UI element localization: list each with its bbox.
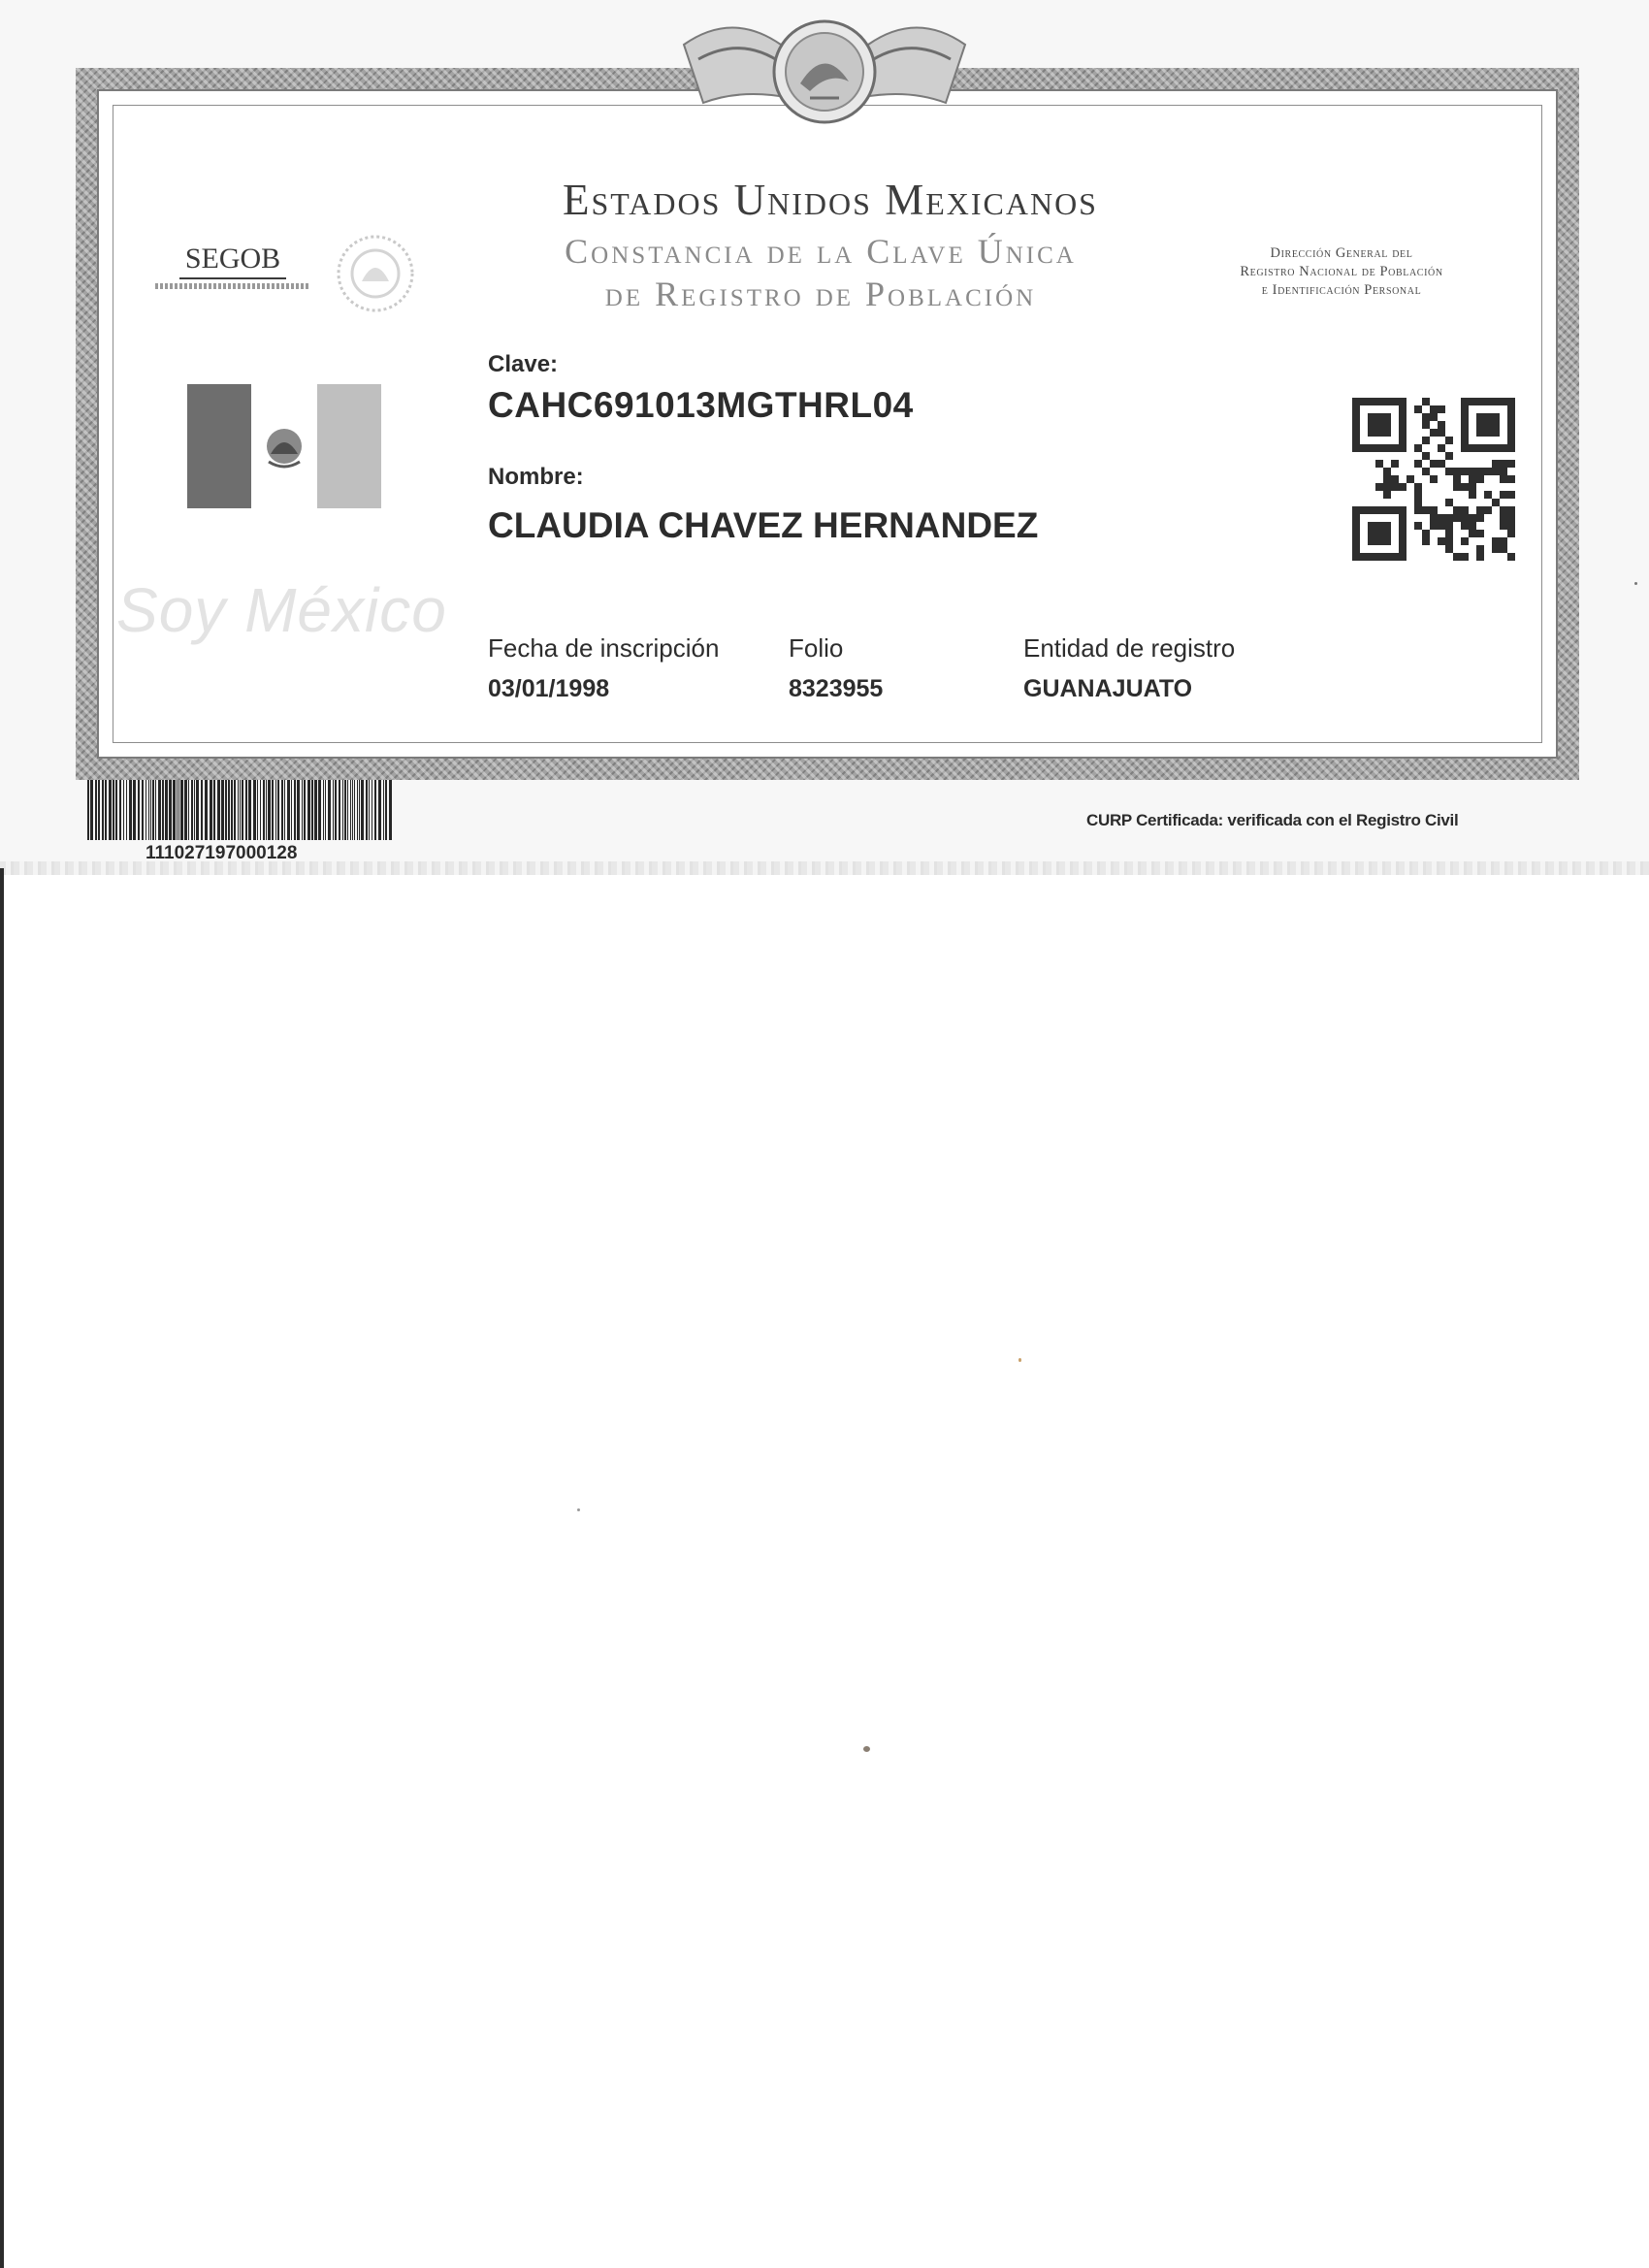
folio-label: Folio (789, 633, 844, 663)
clave-value: CAHC691013MGTHRL04 (488, 385, 914, 425)
paper-speck (1018, 1358, 1021, 1362)
issuing-office (1181, 244, 1502, 300)
country-title: Estados Unidos Mexicanos (563, 176, 1098, 224)
fecha-inscripcion-label: Fecha de inscripción (488, 633, 720, 663)
entidad-registro-value: GUANAJUATO (1023, 675, 1193, 702)
segob-logo-text: SEGOB (179, 243, 286, 279)
segob-subtitle-mark (155, 283, 310, 289)
barcode-icon (87, 780, 393, 840)
certificate-title-line-1: Constancia de la Clave Única (565, 232, 1077, 271)
qr-code-icon (1352, 398, 1515, 561)
paper-speck (1634, 582, 1637, 585)
federal-seal-icon (335, 233, 416, 314)
paper-speck (577, 1508, 580, 1511)
folio-value: 8323955 (789, 675, 884, 702)
entidad-registro-label: Entidad de registro (1023, 633, 1236, 663)
issuing-office-line: Dirección General del (1270, 245, 1413, 261)
nombre-label: Nombre: (488, 464, 584, 490)
segob-logo (155, 243, 310, 289)
certificate-title-line-2: de Registro de Población (604, 275, 1037, 313)
paper-speck (863, 1746, 870, 1752)
blank-paper-area (4, 875, 1649, 2268)
barcode-number: 111027197000128 (146, 843, 298, 863)
fecha-inscripcion-value: 03/01/1998 (488, 675, 610, 702)
issuing-office-line: e Identificación Personal (1261, 282, 1422, 298)
nombre-value: CLAUDIA CHAVEZ HERNANDEZ (488, 505, 1039, 545)
issuing-office-line: Registro Nacional de Población (1240, 264, 1443, 279)
national-crest-icon (674, 6, 975, 132)
curp-certified-note: CURP Certificada: verificada con el Registro Civil (1086, 811, 1459, 829)
mexican-flag-icon (187, 384, 381, 508)
clave-label: Clave: (488, 351, 559, 377)
soy-mexico-watermark: Soy México (116, 575, 447, 645)
